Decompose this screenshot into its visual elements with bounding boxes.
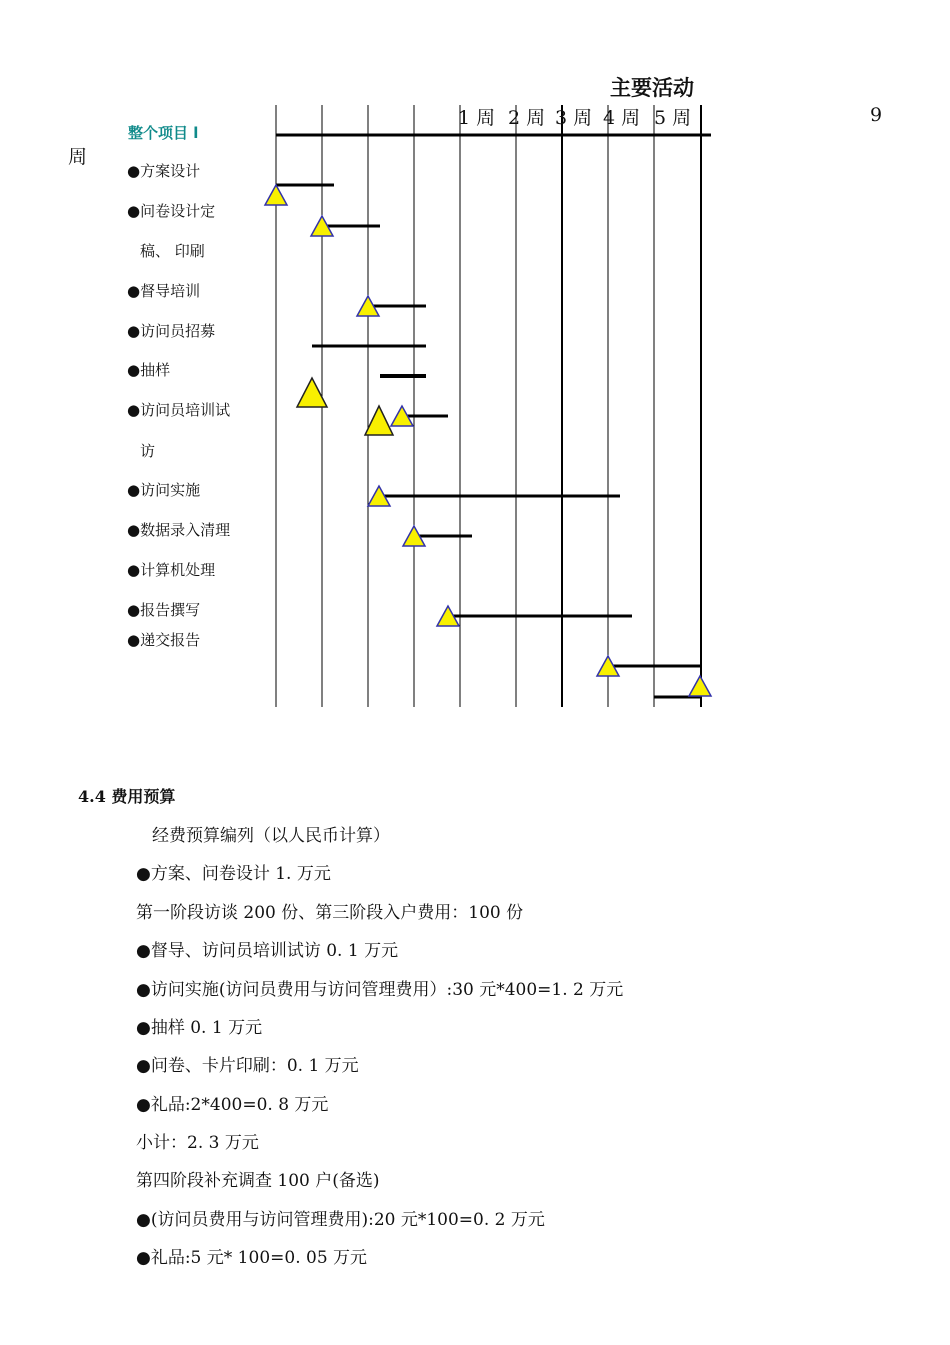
task-item: ●方案设计 xyxy=(127,162,201,180)
task-item: ●数据录入清理 xyxy=(127,521,231,539)
milestone-triangle xyxy=(689,676,711,696)
budget-line: ●礼品:2*400=0. 8 万元 xyxy=(136,1095,329,1115)
milestone-triangle xyxy=(365,406,393,435)
bullet-icon: ● xyxy=(127,631,141,649)
budget-line: ●方案、问卷设计 1. 万元 xyxy=(136,864,331,884)
budget-line: ●访问实施(访问员费用与访问管理费用）:30 元*400=1. 2 万元 xyxy=(136,980,624,1000)
section-heading: 4.4 费用预算 xyxy=(78,787,176,806)
milestone-triangle xyxy=(265,185,287,205)
budget-line: ●(访问员费用与访问管理费用):20 元*100=0. 2 万元 xyxy=(136,1210,545,1230)
task-item-continued: 访 xyxy=(140,442,156,460)
week-label-2: 2 周 xyxy=(508,107,546,129)
budget-line: ●抽样 0. 1 万元 xyxy=(136,1018,263,1038)
gantt-milestones xyxy=(265,185,711,696)
bullet-icon: ● xyxy=(127,162,141,180)
bullet-icon: ● xyxy=(127,401,141,419)
task-item: ●访问员培训试 xyxy=(127,401,231,419)
budget-line: ●礼品:5 元* 100=0. 05 万元 xyxy=(136,1248,368,1268)
whole-project-label: 整个项目 l xyxy=(128,124,199,142)
bullet-icon: ● xyxy=(127,322,141,340)
bullet-icon: ● xyxy=(127,521,141,539)
week-label-5: 5 周 xyxy=(654,107,692,129)
task-item: ●访问员招募 xyxy=(127,322,216,340)
task-item: ●问卷设计定 xyxy=(127,202,216,220)
budget-line: ●督导、访问员培训试访 0. 1 万元 xyxy=(136,941,399,961)
task-item: ●抽样 xyxy=(127,361,171,379)
budget-line: ●问卷、卡片印刷：0. 1 万元 xyxy=(136,1056,359,1076)
budget-line: 第一阶段访谈 200 份、第三阶段入户费用：100 份 xyxy=(136,903,524,923)
week-unit: 周 xyxy=(68,146,88,168)
bullet-icon: ● xyxy=(127,481,141,499)
week-label-4: 4 周 xyxy=(603,107,641,129)
task-item: ●递交报告 xyxy=(127,631,201,649)
task-item: ●计算机处理 xyxy=(127,561,216,579)
bullet-icon: ● xyxy=(127,601,141,619)
task-item: ●访问实施 xyxy=(127,481,201,499)
gantt-title: 主要活动 xyxy=(610,76,694,100)
week-label-3: 3 周 xyxy=(555,107,593,129)
budget-line: 经费预算编列（以人民币计算） xyxy=(152,826,390,846)
task-item-continued: 稿、 印刷 xyxy=(140,242,205,260)
budget-line: 第四阶段补充调查 100 户(备选) xyxy=(136,1171,380,1191)
week-label-1: 1 周 xyxy=(458,107,496,129)
bullet-icon: ● xyxy=(127,282,141,300)
week-number: 9 xyxy=(870,104,883,126)
bullet-icon: ● xyxy=(127,561,141,579)
task-item: ●报告撰写 xyxy=(127,601,201,619)
budget-line: 小计：2. 3 万元 xyxy=(136,1133,259,1153)
gantt-bars xyxy=(276,135,711,697)
bullet-icon: ● xyxy=(127,361,141,379)
bullet-icon: ● xyxy=(127,202,141,220)
task-item: ●督导培训 xyxy=(127,282,201,300)
